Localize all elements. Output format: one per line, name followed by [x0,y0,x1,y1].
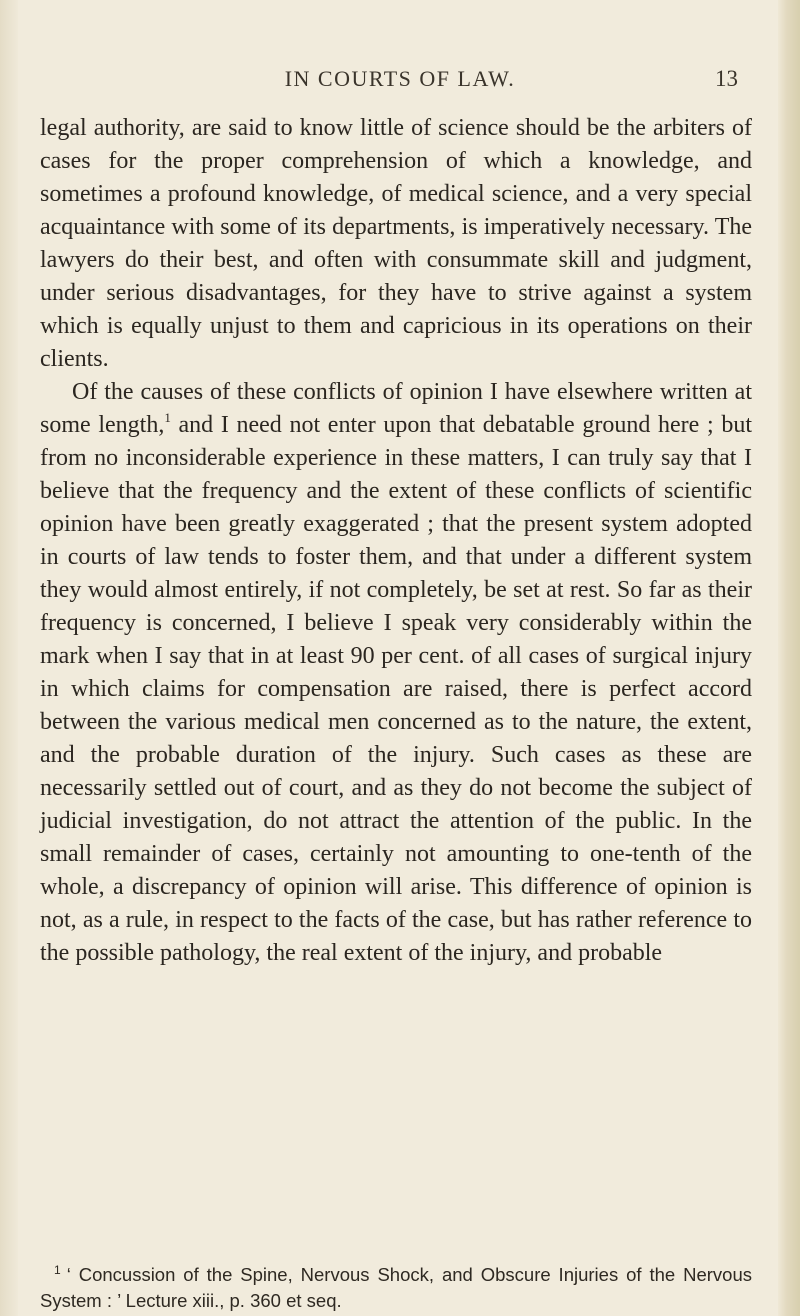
page-edge-left [0,0,18,1316]
paragraph-1: legal authority, are said to know little of science should be the arbiters of cases for the proper comprehension of which a knowledge, and sometimes a profound knowledge, of medical science, and a very special acquaintance with some of its departments, is imperatively necessary. The lawyers do their best, and often with consummate skill and judgment, under serious disadvantages, for they have to strive against a system which is equally unjust to them and capricious in its operations on their clients. [40,115,752,372]
page-number: 13 [715,66,738,91]
body-text [40,112,752,970]
footnote-mark: 1 [54,1263,61,1277]
running-head: IN COURTS OF LAW. [284,66,516,91]
paragraph-2 [40,376,752,970]
footnote-text: ‘ Concussion of the Spine, Nervous Shock, and Obscure Injuries of the Nervous System : ’ Lecture xiii., p. 360 et seq. [40,1264,752,1311]
paragraph-2-text-end: and I need not enter upon that debatable ground here ; but from no inconsiderable experience in these matters, I can truly say that I believe that the frequency and the extent of these conflicts of scientific opinion have been greatly exaggerated ; that the present system adopted in courts of law tends to foster them, and that under a different system they would almost entirely, if not completely, be set at rest. So far as their frequency is concerned, I believe I speak very considerably within the mark when I say that in at least 90 per cent. of all cases of surgical injury in which claims for compensation are raised, there is perfect accord between the various medical men concerned as to the nature, the extent, and the probable duration of the injury. Such cases as these are necessarily settled out of court, and as they do not become the subject of judicial investigation, do not attract the attention of the public. In the small remainder of cases, certainly not amounting to one-tenth of the whole, a discrepancy of opinion will arise. This difference of opinion is not, as a rule, in respect to the facts of the case, but has rather reference to the possible pathology, the real extent of the injury, and probable [40,412,753,966]
footnote [40,1262,752,1314]
footnote-reference: 1 [164,410,171,425]
page-header [0,62,800,96]
page-edge-right [778,0,800,1316]
paragraph-2-text-start: Of the causes of these conflicts of opinion I have elsewhere written at some length, [40,379,752,438]
